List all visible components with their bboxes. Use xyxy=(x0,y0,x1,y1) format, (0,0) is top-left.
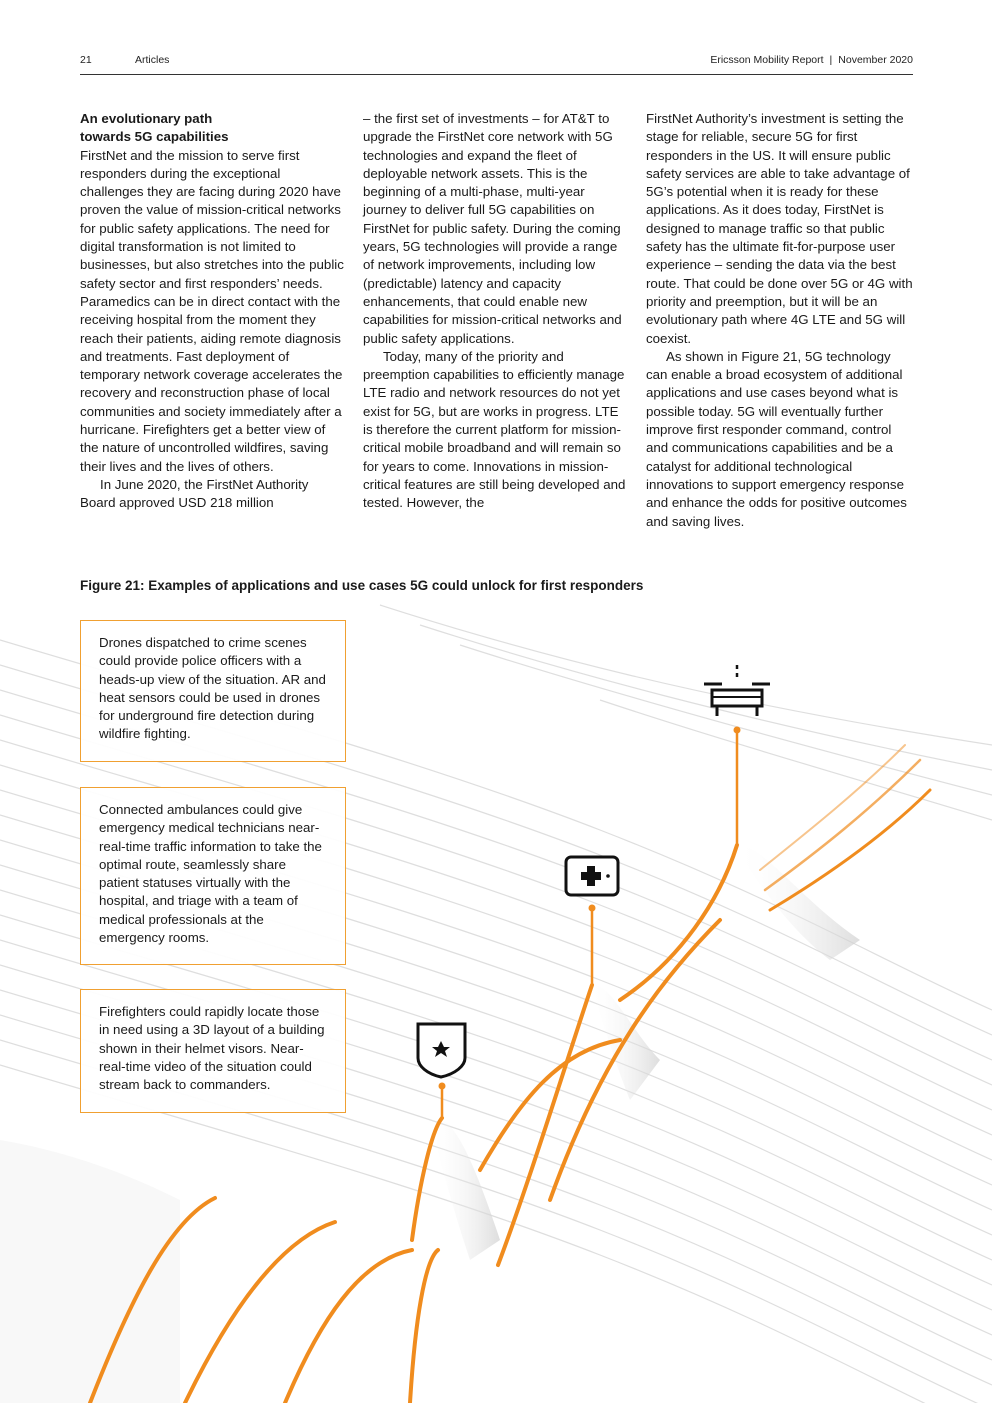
heading-line-2: towards 5G capabilities xyxy=(80,129,229,145)
page-number: 21 xyxy=(80,54,92,66)
paragraph: FirstNet and the mission to serve first responders during the exceptional challenges they are facing during 2020 have proven the value of mission-critical networks for public safety applications. The need for digital transformation is not limited to businesses, but also stretches into the public safety sector and first responders’ needs. Paramedics can be in direct contact with the receiving hospital from the moment they reach their patients, aiding remote diagnosis and treatments. Fast deployment of temporary network coverage accelerates the recovery and reconstruction phase of local communities and society immediately after a hurricane. Firefighters get a better view of the nature of uncontrolled wildfires, saving their lives and the lives of others. xyxy=(80,147,344,474)
article-column-2 xyxy=(363,110,631,513)
connector-dot xyxy=(589,905,596,912)
report-title xyxy=(710,54,913,66)
police-badge-icon xyxy=(418,1024,465,1077)
use-case-text: Drones dispatched to crime scenes could provide police officers with a heads-up view of the situation. AR and heat sensors could be used in drones for underground fire detection during wildfire fighting. xyxy=(99,635,326,742)
page-header xyxy=(80,52,913,75)
article-column-1 xyxy=(80,110,346,513)
use-case-box-drones xyxy=(80,620,346,762)
report-date: November 2020 xyxy=(838,54,913,66)
article-column-3 xyxy=(646,110,914,531)
figure-title: Figure 21: Examples of applications and use cases 5G could unlock for first responders xyxy=(80,578,644,593)
use-case-box-ambulances xyxy=(80,787,346,965)
paragraph: Today, many of the priority and preemption capabilities to efficiently manage LTE radio and network resources do not yet exist for 5G, but are works in progress. LTE is therefore the current platform for mission-critical mobile broadband and will remain so for years to come. Innovations in mission-critical features are still being developed and tested. However, the xyxy=(363,348,626,511)
use-case-text: Connected ambulances could give emergency medical technicians near-real-time traffic information to take the optimal route, seamlessly share patient statuses virtually with the hospital, and triage with a team of medical professionals at the emergency rooms. xyxy=(99,802,322,946)
paragraph: As shown in Figure 21, 5G technology can enable a broad ecosystem of additional applications and use cases beyond what is possible today. 5G will eventually further improve first responder command, control and communications capabilities and be a catalyst for additional technological innovations to support emergency response and enhance the odds for positive outcomes and saving lives. xyxy=(646,348,907,529)
header-separator: | xyxy=(829,54,833,66)
article-heading xyxy=(80,110,346,147)
use-case-box-firefighters xyxy=(80,989,346,1113)
report-name: Ericsson Mobility Report xyxy=(710,54,824,66)
connector-dot xyxy=(439,1083,446,1090)
ambulance-icon xyxy=(566,857,618,895)
section-label: Articles xyxy=(135,54,170,66)
connector-dot xyxy=(734,727,741,734)
use-case-text: Firefighters could rapidly locate those in need using a 3D layout of a building shown in their helmet visors. Near-real-time video of the situation could stream back to commanders. xyxy=(99,1004,325,1093)
paragraph: – the first set of investments – for AT&T to upgrade the FirstNet core network with 5G technologies and expand the fleet of deployable network assets. This is the beginning of a multi-phase, multi-year journey to deliver full 5G capabilities on FirstNet for public safety. During the coming years, 5G technologies will provide a range of network improvements, including low (predictable) latency and capacity enhancements, that could enable new capabilities for mission-critical networks and public safety applications. xyxy=(363,111,622,346)
paragraph: FirstNet Authority’s investment is setting the stage for reliable, secure 5G for first responders in the US. It will ensure public safety services are able to take advantage of 5G’s potential when it is ready for these applications. As it does today, FirstNet is designed to manage traffic so that public safety has the ultimate fit-for-purpose user experience – sending the data via the best route. That could be done over 5G or 4G with priority and preemption, but it will be an evolutionary path where 4G LTE and 5G will coexist. xyxy=(646,111,913,346)
heading-line-1: An evolutionary path xyxy=(80,111,213,126)
paragraph: In June 2020, the FirstNet Authority Board approved USD 218 million xyxy=(80,476,309,511)
